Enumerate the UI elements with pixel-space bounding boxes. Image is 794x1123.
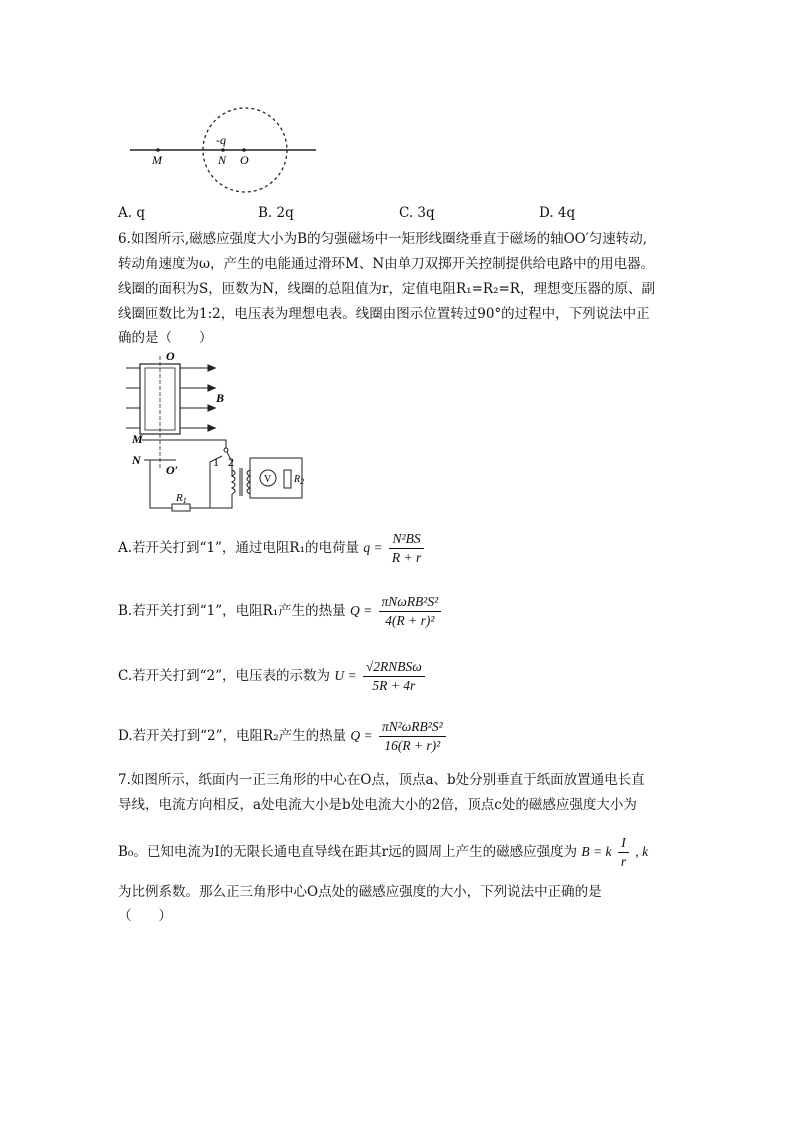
q6-option-c-numerator: √2RNBSω bbox=[363, 658, 425, 677]
q5-option-b[interactable]: B. 2q bbox=[258, 205, 294, 221]
ring-n-label: N bbox=[132, 453, 141, 467]
q7-formula-lhs: B = k bbox=[581, 844, 612, 859]
q6-option-b-denominator: 4(R + r)² bbox=[385, 613, 435, 628]
r2-label: $R_2$ bbox=[294, 474, 305, 486]
q6-option-b-fraction bbox=[379, 593, 442, 630]
point-n-label: N bbox=[218, 153, 227, 167]
q5-option-d[interactable]: D. 4q bbox=[539, 205, 576, 221]
q6-option-a-fraction bbox=[389, 530, 424, 567]
q7-line-1: 7.如图所示，纸面内一正三角形的中心在O点，顶点a、b处分别垂直于纸面放置通电长直 bbox=[118, 772, 645, 788]
q6-option-a-numerator: N²BS bbox=[389, 530, 424, 549]
q6-option-c[interactable] bbox=[118, 655, 427, 697]
q6-option-a-lhs: q = bbox=[363, 540, 383, 555]
switch-2-label: 2 bbox=[228, 455, 234, 469]
q7-line-3 bbox=[118, 832, 648, 872]
point-o-label: O bbox=[240, 153, 249, 167]
q7-line-5: （ ） bbox=[118, 908, 172, 924]
q7-line-4: 为比例系数。那么正三角形中心O点处的磁感应强度的大小，下列说法中正确的是 bbox=[118, 884, 602, 900]
charge-label: -q bbox=[216, 133, 226, 147]
figure-charges bbox=[120, 100, 330, 200]
r1-label: R1 bbox=[176, 492, 187, 505]
axis-o-label: O bbox=[166, 350, 175, 363]
q6-option-c-denominator: 5R + 4r bbox=[372, 678, 416, 693]
q6-option-b-text: B.若开关打到“1”，电阻R₁产生的热量 bbox=[118, 603, 346, 619]
q6-option-d-denominator: 16(R + r)² bbox=[384, 738, 441, 753]
q6-line-3: 线圈的面积为S，匝数为N，线圈的总阻值为r，定值电阻R₁=R₂=R，理想变压器的原、副 bbox=[118, 281, 655, 297]
q6-option-d-numerator: πN²ωRB²S² bbox=[379, 718, 446, 737]
q6-option-c-fraction bbox=[363, 658, 425, 695]
q7-formula-fraction bbox=[618, 834, 629, 871]
q6-option-a[interactable] bbox=[118, 527, 426, 569]
q6-option-d[interactable] bbox=[118, 715, 448, 757]
q6-line-1: 6.如图所示,磁感应强度大小为B的匀强磁场中一矩形线圈绕垂直于磁场的轴OO′匀速转动, bbox=[118, 231, 648, 247]
q7-line-2: 导线，电流方向相反，a处电流大小是b处电流大小的2倍，顶点c处的磁感应强度大小为 bbox=[118, 797, 637, 813]
switch-1-label: 1 bbox=[213, 455, 219, 469]
q5-option-a[interactable]: A. q bbox=[118, 205, 145, 221]
q6-option-d-lhs: Q = bbox=[350, 728, 373, 743]
q6-line-2: 转动角速度为ω，产生的电能通过滑环M、N由单刀双掷开关控制提供给电路中的用电器。 bbox=[118, 256, 655, 272]
q6-option-c-text: C.若开关打到“2”，电压表的示数为 bbox=[118, 668, 331, 684]
q6-line-5: 确的是（ ） bbox=[118, 330, 213, 346]
figure-coil-circuit bbox=[120, 350, 320, 515]
axis-o-prime-label: O′ bbox=[166, 463, 179, 477]
ring-m-label: M bbox=[132, 432, 143, 446]
q7-formula-denominator: r bbox=[620, 854, 627, 869]
q5-option-c[interactable]: C. 3q bbox=[399, 205, 435, 221]
field-b-label: B bbox=[216, 391, 225, 405]
voltmeter-label: V bbox=[264, 474, 272, 485]
q7-line-3-text: B₀。已知电流为I的无限长通电直导线在距其r远的圆周上产生的磁感应强度为 bbox=[118, 844, 578, 860]
q6-option-b-numerator: πNωRB²S² bbox=[379, 593, 442, 612]
q6-line-4: 线圈匝数比为1:2，电压表为理想电表。线圈由图示位置转过90°的过程中，下列说法中正 bbox=[118, 306, 650, 322]
q6-option-a-text: A.若开关打到“1”，通过电阻R₁的电荷量 bbox=[118, 540, 360, 556]
q6-option-c-lhs: U = bbox=[334, 668, 357, 683]
q6-option-a-denominator: R + r bbox=[391, 550, 422, 565]
q6-option-d-fraction bbox=[379, 718, 446, 755]
q7-line-3-end: , k bbox=[635, 844, 649, 859]
point-m-label: M bbox=[152, 153, 162, 167]
q6-option-b[interactable] bbox=[118, 590, 443, 632]
q6-option-b-lhs: Q = bbox=[349, 603, 373, 618]
q6-option-d-text: D.若开关打到“2”，电阻R₂产生的热量 bbox=[118, 728, 347, 744]
q7-formula-numerator: I bbox=[618, 834, 629, 853]
